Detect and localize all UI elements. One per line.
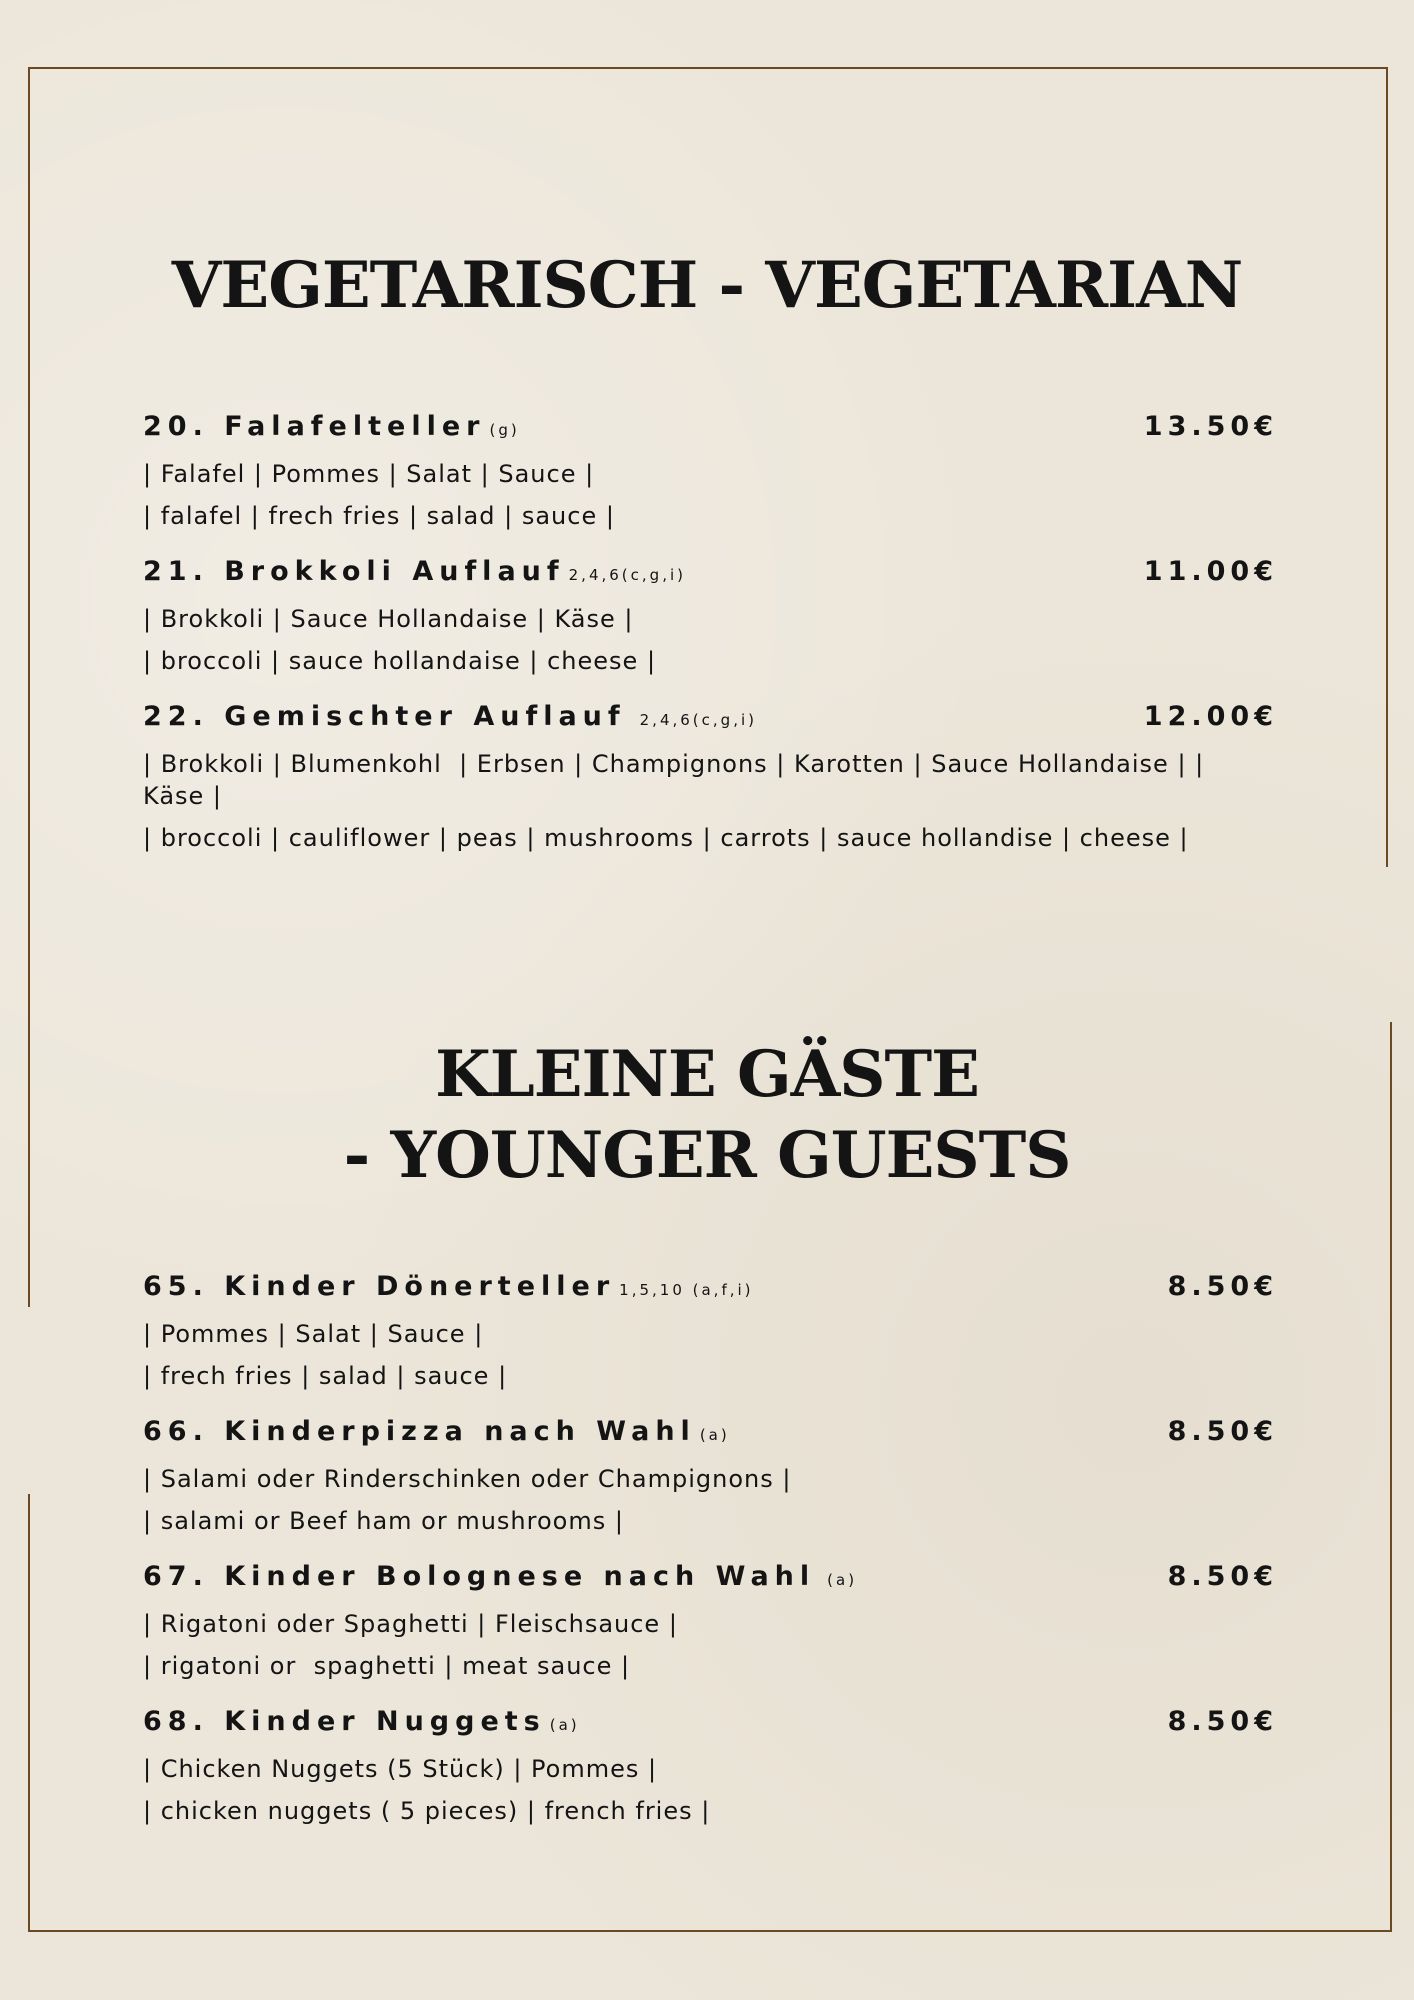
menu-item-falafelteller bbox=[143, 410, 1278, 532]
item-name: 21. Brokkoli Auflauf 2,4,6(c,g,i) bbox=[143, 556, 686, 587]
item-description-de: | Chicken Nuggets (5 Stück) | Pommes | bbox=[143, 1755, 658, 1783]
allergen-codes: 2,4,6(c,g,i) bbox=[568, 566, 686, 584]
frame-line-right-upper bbox=[1386, 67, 1388, 867]
menu-item-gemischter-auflauf bbox=[143, 700, 1278, 854]
item-description-de: | Falafel | Pommes | Salat | Sauce | bbox=[143, 460, 595, 488]
item-price: 11.00€ bbox=[1143, 556, 1278, 587]
allergen-codes: (g) bbox=[489, 421, 520, 439]
item-name: 66. Kinderpizza nach Wahl (a) bbox=[143, 1416, 730, 1447]
item-price: 12.00€ bbox=[1143, 701, 1278, 732]
item-description-de: | Salami oder Rinderschinken oder Champignons | bbox=[143, 1465, 792, 1493]
item-description-en: | chicken nuggets ( 5 pieces) | french fries | bbox=[143, 1797, 711, 1825]
menu-item-brokkoli-auflauf bbox=[143, 555, 1278, 677]
frame-line-bottom bbox=[28, 1930, 1392, 1932]
allergen-codes: (a) bbox=[827, 1571, 858, 1589]
item-description-en: | rigatoni or spaghetti | meat sauce | bbox=[143, 1652, 631, 1680]
frame-line-left-lower bbox=[28, 1494, 30, 1932]
item-name: 22. Gemischter Auflauf 2,4,6(c,g,i) bbox=[143, 701, 757, 732]
section-title-younger-guests: - YOUNGER GUESTS bbox=[343, 1118, 1071, 1193]
item-description-de: | Rigatoni oder Spaghetti | Fleischsauce | bbox=[143, 1610, 678, 1638]
allergen-codes: (a) bbox=[699, 1426, 730, 1444]
menu-item-kinder-bolognese bbox=[143, 1560, 1278, 1682]
item-price: 13.50€ bbox=[1143, 411, 1278, 442]
item-name: 67. Kinder Bolognese nach Wahl (a) bbox=[143, 1561, 858, 1592]
allergen-codes: (a) bbox=[549, 1716, 580, 1734]
allergen-codes: 2,4,6(c,g,i) bbox=[639, 711, 757, 729]
section-title-vegetarian: VEGETARISCH - VEGETARIAN bbox=[171, 248, 1243, 323]
menu-item-kinder-doenerteller bbox=[143, 1270, 1278, 1392]
item-price: 8.50€ bbox=[1167, 1706, 1278, 1737]
item-description-de: | Brokkoli | Sauce Hollandaise | Käse | bbox=[143, 605, 634, 633]
item-description-en: | broccoli | cauliflower | peas | mushrooms | carrots | sauce hollandise | cheese | bbox=[143, 824, 1189, 852]
item-description-de: | Brokkoli | Blumenkohl | Erbsen | Champignons | Karotten | Sauce Hollandaise | | Käse | bbox=[143, 750, 1213, 810]
item-description-de: | Pommes | Salat | Sauce | bbox=[143, 1320, 484, 1348]
item-price: 8.50€ bbox=[1167, 1416, 1278, 1447]
frame-line-top bbox=[28, 67, 1388, 69]
item-description-en: | frech fries | salad | sauce | bbox=[143, 1362, 508, 1390]
item-description-en: | broccoli | sauce hollandaise | cheese | bbox=[143, 647, 657, 675]
item-name: 20. Falafelteller (g) bbox=[143, 411, 520, 442]
item-description-en: | salami or Beef ham or mushrooms | bbox=[143, 1507, 624, 1535]
item-name: 68. Kinder Nuggets (a) bbox=[143, 1706, 580, 1737]
allergen-codes: 1,5,10 (a,f,i) bbox=[619, 1281, 754, 1299]
item-description-en: | falafel | frech fries | salad | sauce | bbox=[143, 502, 615, 530]
menu-item-kinderpizza bbox=[143, 1415, 1278, 1537]
item-price: 8.50€ bbox=[1167, 1271, 1278, 1302]
item-price: 8.50€ bbox=[1167, 1561, 1278, 1592]
section-title-kleine-gaeste: KLEINE GÄSTE bbox=[435, 1037, 979, 1112]
menu-item-kinder-nuggets bbox=[143, 1705, 1278, 1827]
item-name: 65. Kinder Dönerteller 1,5,10 (a,f,i) bbox=[143, 1271, 754, 1302]
